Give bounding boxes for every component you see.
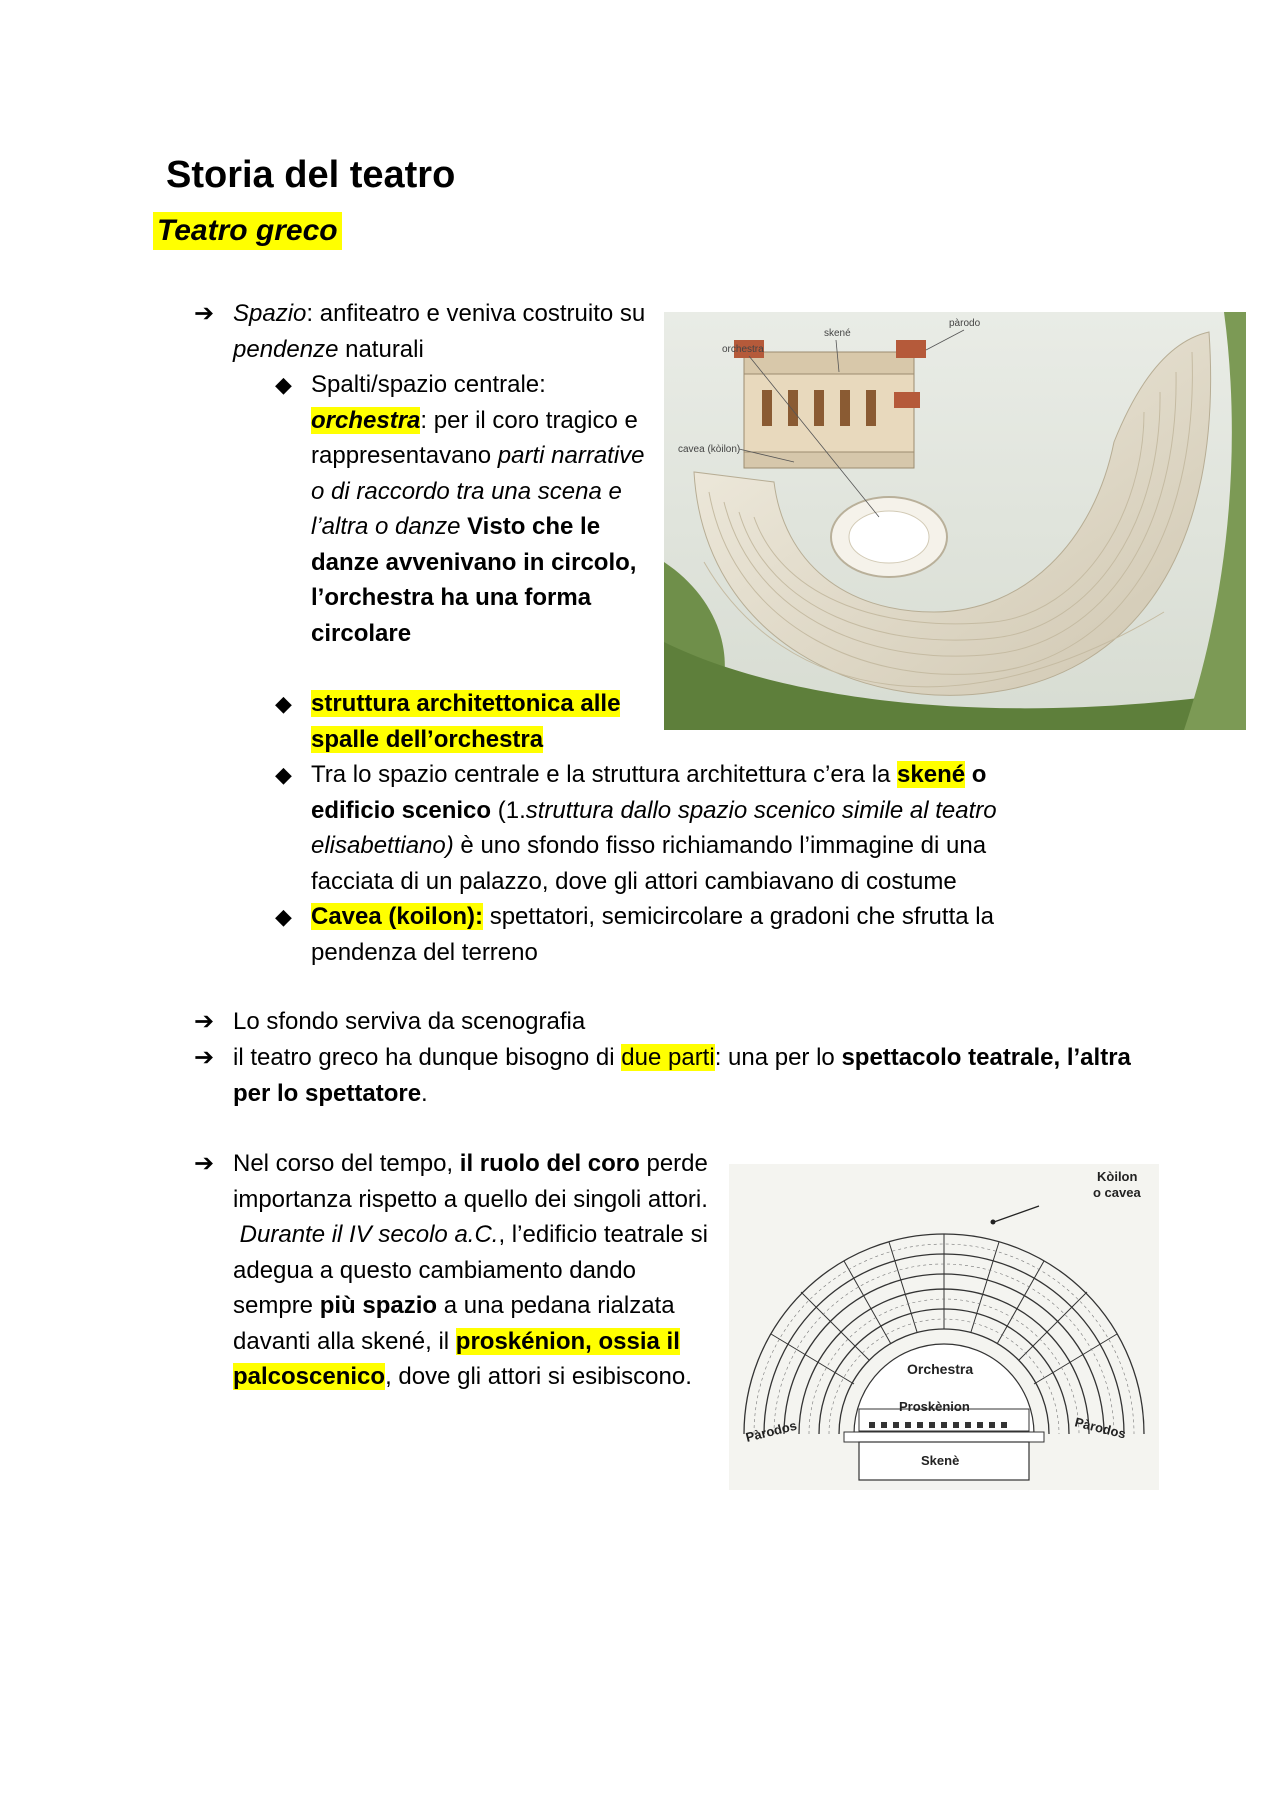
orchestra-term: orchestra	[311, 406, 421, 434]
label-koilon: Kòilon	[1097, 1169, 1138, 1184]
arrow-bullet-icon: ➔	[194, 300, 215, 327]
label-orchestra-plan: Orchestra	[907, 1361, 974, 1377]
label-parodos-right: Pàrodos	[1073, 1414, 1128, 1442]
label-o-cavea: o cavea	[1093, 1185, 1141, 1200]
cavea-term: Cavea (koilon):	[311, 903, 484, 930]
diamond-bullet-icon: ◆	[275, 372, 292, 397]
bullet-sfondo: Lo sfondo serviva da scenografia	[233, 1008, 586, 1035]
bullet-coro: Nel corso del tempo, il ruolo del coro perde importanza rispetto a quello dei singoli attori. Durante il IV secolo a.C., l’edificio teatrale si adegua a questo cambiamento dando sempre più spazio a una pedana rialzata davanti alla skené, il proskénion, ossia il palcoscenico, dove gli attori si esibiscono.	[233, 1150, 708, 1390]
greek-theatre-illustration	[664, 312, 1246, 730]
label-cavea: cavea (kòilon)	[678, 444, 741, 455]
bullet-spazio: Spazio: anfiteatro e veniva costruito su pendenze naturali	[233, 300, 646, 363]
diamond-bullet-icon: ◆	[275, 691, 292, 716]
sub-bullet-spalti: Spalti/spazio centrale: orchestra: per il coro tragico e rappresentavano parti narrative o di raccordo tra una scena e l’altra o danze Visto che le danze avvenivano in circolo, l’orchestra ha una forma circolare	[311, 371, 645, 647]
sub-bullet-cavea: Cavea (koilon): spettatori, semicircolare a gradoni che sfrutta la pendenza del terreno	[311, 903, 994, 966]
diamond-bullet-icon: ◆	[275, 904, 292, 929]
section-title: Teatro greco	[153, 212, 342, 250]
page-title: Storia del teatro	[166, 154, 456, 196]
arrow-bullet-icon: ➔	[194, 1008, 215, 1035]
bullet-due-parti: il teatro greco ha dunque bisogno di due parti: una per lo spettacolo teatrale, l’altra per lo spettatore.	[233, 1044, 1131, 1107]
label-parodos-left: Pàrodos	[744, 1417, 799, 1445]
arrow-bullet-icon: ➔	[194, 1150, 215, 1177]
sub-bullet-skene: Tra lo spazio centrale e la struttura architettura c’era la skené o edificio scenico (1.struttura dallo spazio scenico simile al teatro elisabettiano) è uno sfondo fisso richiamando l’immagine di una facciata di un palazzo, dove gli attori cambiavano di costume	[311, 761, 997, 895]
label-proskenion: Proskènion	[899, 1399, 970, 1414]
label-orchestra: orchestra	[722, 344, 764, 355]
proskenion-term: proskénion, ossia il palcoscenico	[233, 1327, 680, 1390]
sub-bullet-struttura: struttura architettonica alle spalle dell’orchestra	[311, 690, 621, 753]
spazio-term: Spazio	[233, 300, 307, 327]
skene-term: skené	[897, 761, 966, 788]
greek-theatre-plan-diagram	[729, 1164, 1159, 1490]
arrow-bullet-icon: ➔	[194, 1044, 215, 1071]
label-skene: skené	[824, 328, 851, 339]
label-parodo: pàrodo	[949, 318, 981, 329]
diamond-bullet-icon: ◆	[275, 762, 292, 787]
label-skene-plan: Skenè	[921, 1453, 960, 1468]
due-parti-term: due parti	[621, 1044, 715, 1071]
